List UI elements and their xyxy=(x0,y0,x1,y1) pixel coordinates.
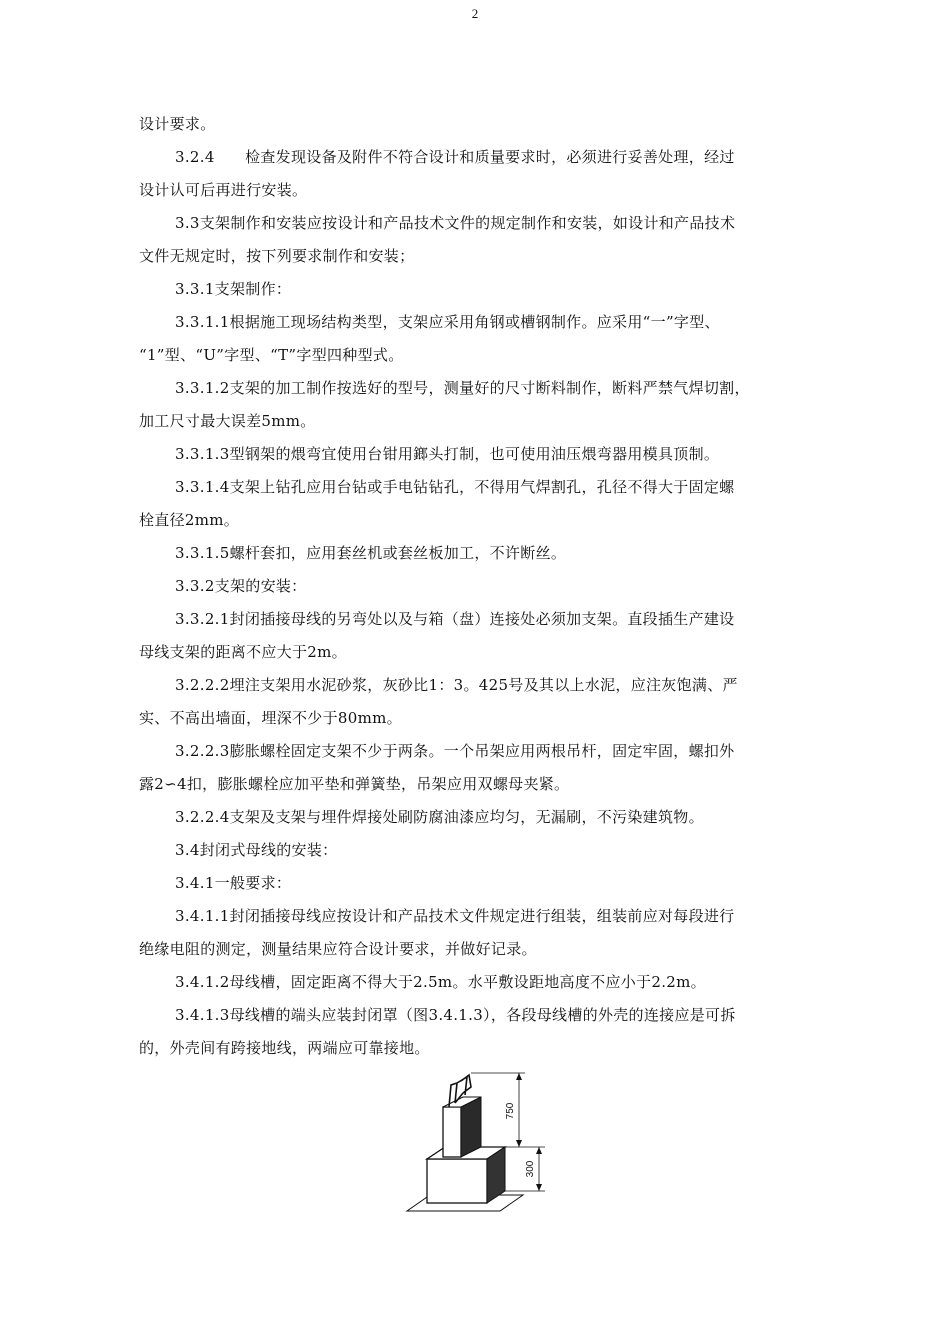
paragraph-line: 3.4.1.3母线槽的端头应装封闭罩（图3.4.1.3），各段母线槽的外壳的连接应是可拆 xyxy=(175,1006,736,1024)
paragraph-line: 3.3.1.4支架上钻孔应用台钻或手电钻钻孔，不得用气焊割孔，孔径不得大于固定螺 xyxy=(175,478,735,496)
paragraph-line: 3.2.2.4支架及支架与埋件焊接处刷防腐油漆应均匀，无漏刷，不污染建筑物。 xyxy=(175,808,704,826)
page-number: 2 xyxy=(471,6,479,21)
paragraph-line: 3.2.4 检查发现设备及附件不符合设计和质量要求时，必须进行妥善处理，经过 xyxy=(175,148,735,166)
paragraph-line: 3.3.1.2支架的加工制作按选好的型号，测量好的尺寸断料制作，断料严禁气焊切割， xyxy=(175,379,750,397)
paragraph-line: 3.3.1.1根据施工现场结构类型，支架应采用角钢或槽钢制作。应采用“一”字型、 xyxy=(175,313,720,331)
paragraph-line: 3.4.1.2母线槽，固定距离不得大于2.5m。水平敷设距地高度不应小于2.2m。 xyxy=(175,973,706,991)
busbar-end-cover-figure xyxy=(405,1063,570,1228)
paragraph-line: 3.3.1.5螺杆套扣，应用套丝机或套丝板加工，不许断丝。 xyxy=(175,544,567,562)
paragraph-line: 3.2.2.2埋注支架用水泥砂浆，灰砂比1：3。425号及其以上水泥，应注灰饱满、严 xyxy=(175,676,738,694)
paragraph-line: 3.3支架制作和安装应按设计和产品技术文件的规定制作和安装，如设计和产品技术 xyxy=(175,214,736,232)
paragraph-line: 3.3.1.3型钢架的煨弯宜使用台钳用鎯头打制，也可使用油压煨弯器用模具顶制。 xyxy=(175,445,720,463)
paragraph-line: 3.4封闭式母线的安装： xyxy=(175,841,338,859)
paragraph-line: 设计认可后再进行安装。 xyxy=(139,181,308,199)
dim-label-upper: 750 xyxy=(505,1102,516,1120)
paragraph-line: 3.3.2支架的安装： xyxy=(175,577,307,595)
paragraph-line: 3.3.1支架制作： xyxy=(175,280,292,298)
document-body xyxy=(139,108,811,1065)
paragraph-line: 3.3.2.1封闭插接母线的另弯处以及与箱（盘）连接处必须加支架。直段插生产建设 xyxy=(175,610,735,628)
paragraph-line: 文件无规定时，按下列要求制作和安装； xyxy=(139,247,415,265)
paragraph-line: 加工尺寸最大误差5mm。 xyxy=(139,412,316,430)
paragraph-line: 母线支架的距离不应大于2m。 xyxy=(139,643,347,661)
paragraph-line: 设计要求。 xyxy=(139,115,216,133)
bus-duct-front xyxy=(443,1107,461,1157)
dim-label-lower: 300 xyxy=(525,1160,536,1178)
base-box-front xyxy=(427,1159,487,1203)
paragraph-line: 3.2.2.3膨胀螺栓固定支架不少于两条。一个吊架应用两根吊杆，固定牢固，螺扣外 xyxy=(175,742,735,760)
paragraph-line: 3.4.1.1封闭插接母线应按设计和产品技术文件规定进行组装，组装前应对每段进行 xyxy=(175,907,735,925)
paragraph-line: 露2∽4扣，膨胀螺栓应加平垫和弹簧垫，吊架应用双螺母夹紧。 xyxy=(139,775,570,793)
paragraph-line: 的，外壳间有跨接地线，两端应可靠接地。 xyxy=(139,1039,430,1057)
paragraph-line: 实、不高出墙面，埋深不少于80mm。 xyxy=(139,709,402,727)
paragraph-line: “1”型、“U”字型、“T”字型四种型式。 xyxy=(139,346,404,364)
paragraph-line: 3.4.1一般要求： xyxy=(175,874,292,892)
paragraph-line: 绝缘电阻的测定，测量结果应符合设计要求，并做好记录。 xyxy=(139,940,537,958)
paragraph-line: 栓直径2mm。 xyxy=(139,511,240,529)
